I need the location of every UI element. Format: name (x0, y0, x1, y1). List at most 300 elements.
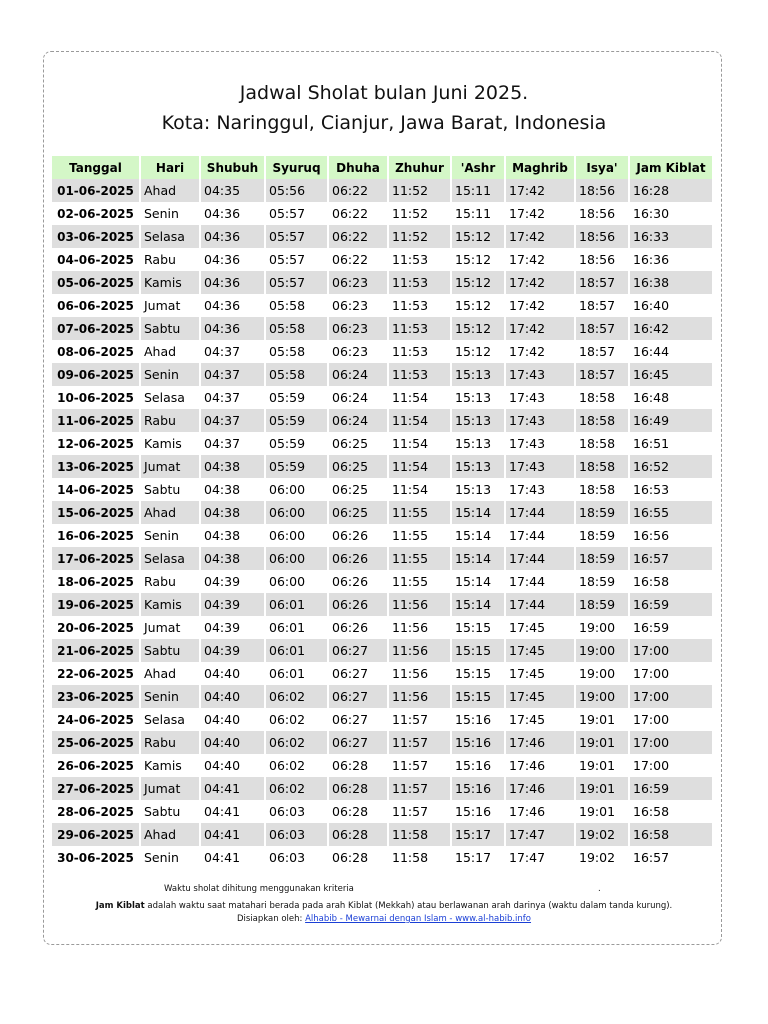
table-cell: 16:59 (629, 593, 713, 616)
table-cell: 19:00 (575, 639, 629, 662)
table-cell: 05:57 (265, 225, 328, 248)
table-cell: 04:36 (200, 202, 265, 225)
table-cell: 11:58 (388, 846, 451, 869)
table-row (52, 685, 713, 708)
table-cell: 17:00 (629, 754, 713, 777)
table-cell: 18:56 (575, 202, 629, 225)
table-cell: 06:02 (265, 731, 328, 754)
column-header: Hari (140, 156, 200, 179)
date-cell: 16-06-2025 (52, 524, 140, 547)
table-cell: Selasa (140, 386, 200, 409)
table-cell: 11:57 (388, 708, 451, 731)
column-header: Dhuha (328, 156, 388, 179)
table-cell: 06:01 (265, 593, 328, 616)
table-cell: 17:00 (629, 685, 713, 708)
table-cell: Jumat (140, 616, 200, 639)
table-cell: 04:40 (200, 708, 265, 731)
table-cell: 06:24 (328, 386, 388, 409)
date-cell: 20-06-2025 (52, 616, 140, 639)
date-cell: 07-06-2025 (52, 317, 140, 340)
table-cell: 04:39 (200, 570, 265, 593)
table-cell: 17:45 (505, 685, 575, 708)
table-row (52, 777, 713, 800)
date-cell: 01-06-2025 (52, 179, 140, 202)
table-cell: 16:49 (629, 409, 713, 432)
table-cell: Ahad (140, 340, 200, 363)
date-cell: 11-06-2025 (52, 409, 140, 432)
table-cell: 15:11 (451, 179, 505, 202)
table-cell: 06:27 (328, 685, 388, 708)
table-cell: 17:46 (505, 777, 575, 800)
table-cell: 04:38 (200, 501, 265, 524)
table-cell: 19:01 (575, 708, 629, 731)
table-cell: Sabtu (140, 317, 200, 340)
table-cell: 06:28 (328, 777, 388, 800)
table-cell: Rabu (140, 570, 200, 593)
table-cell: 04:37 (200, 363, 265, 386)
table-cell: Jumat (140, 294, 200, 317)
table-cell: Jumat (140, 777, 200, 800)
table-cell: 17:44 (505, 547, 575, 570)
table-cell: 11:53 (388, 294, 451, 317)
table-cell: Senin (140, 363, 200, 386)
table-cell: 04:41 (200, 800, 265, 823)
date-cell: 23-06-2025 (52, 685, 140, 708)
table-row (52, 432, 713, 455)
table-cell: 05:56 (265, 179, 328, 202)
table-cell: 19:01 (575, 800, 629, 823)
table-cell: 04:39 (200, 639, 265, 662)
table-cell: 18:56 (575, 179, 629, 202)
table-cell: 11:56 (388, 639, 451, 662)
table-cell: 18:57 (575, 294, 629, 317)
column-header: Maghrib (505, 156, 575, 179)
table-cell: 17:42 (505, 225, 575, 248)
table-cell: 05:58 (265, 317, 328, 340)
table-cell: 19:02 (575, 846, 629, 869)
table-row (52, 547, 713, 570)
table-cell: Senin (140, 524, 200, 547)
table-cell: 06:23 (328, 340, 388, 363)
table-cell: 16:40 (629, 294, 713, 317)
table-cell: 18:57 (575, 271, 629, 294)
column-header: Jam Kiblat (629, 156, 713, 179)
table-cell: 17:46 (505, 731, 575, 754)
table-row (52, 639, 713, 662)
page-subtitle-city: Kota: Naringgul, Cianjur, Jawa Barat, Indonesia (161, 112, 607, 134)
date-cell: 08-06-2025 (52, 340, 140, 363)
table-row (52, 616, 713, 639)
table-cell: 16:44 (629, 340, 713, 363)
date-cell: 04-06-2025 (52, 248, 140, 271)
table-cell: 17:00 (629, 731, 713, 754)
table-cell: 15:15 (451, 685, 505, 708)
table-cell: 11:53 (388, 248, 451, 271)
table-row (52, 731, 713, 754)
table-cell: 06:27 (328, 662, 388, 685)
table-cell: 15:17 (451, 823, 505, 846)
table-cell: 11:56 (388, 662, 451, 685)
date-cell: 19-06-2025 (52, 593, 140, 616)
table-cell: 16:58 (629, 823, 713, 846)
table-cell: 18:57 (575, 340, 629, 363)
table-row (52, 524, 713, 547)
date-cell: 09-06-2025 (52, 363, 140, 386)
table-cell: 17:43 (505, 363, 575, 386)
table-cell: 16:38 (629, 271, 713, 294)
table-cell: 11:53 (388, 271, 451, 294)
table-cell: 15:13 (451, 386, 505, 409)
table-cell: 04:40 (200, 754, 265, 777)
table-cell: 06:22 (328, 225, 388, 248)
table-cell: 06:25 (328, 478, 388, 501)
footer-kiblat-term: Jam Kiblat (95, 901, 145, 911)
table-cell: 18:58 (575, 432, 629, 455)
table-cell: 06:28 (328, 754, 388, 777)
table-body (52, 179, 713, 869)
date-cell: 13-06-2025 (52, 455, 140, 478)
date-cell: 03-06-2025 (52, 225, 140, 248)
table-cell: 19:00 (575, 616, 629, 639)
table-cell: 15:12 (451, 294, 505, 317)
date-cell: 25-06-2025 (52, 731, 140, 754)
table-cell: 17:00 (629, 639, 713, 662)
table-cell: Kamis (140, 593, 200, 616)
table-cell: 17:42 (505, 317, 575, 340)
table-cell: 11:56 (388, 616, 451, 639)
column-header: 'Ashr (451, 156, 505, 179)
table-cell: 17:43 (505, 478, 575, 501)
table-cell: 05:58 (265, 363, 328, 386)
table-cell: Ahad (140, 179, 200, 202)
table-cell: 06:24 (328, 409, 388, 432)
table-cell: 06:22 (328, 202, 388, 225)
table-cell: 17:43 (505, 455, 575, 478)
date-cell: 02-06-2025 (52, 202, 140, 225)
table-cell: 15:13 (451, 432, 505, 455)
table-cell: 05:59 (265, 409, 328, 432)
table-row (52, 823, 713, 846)
table-cell: 15:16 (451, 754, 505, 777)
date-cell: 27-06-2025 (52, 777, 140, 800)
table-cell: 19:01 (575, 777, 629, 800)
table-cell: 06:26 (328, 616, 388, 639)
prayer-schedule-table (52, 156, 714, 869)
table-cell: 17:42 (505, 179, 575, 202)
table-cell: 19:02 (575, 823, 629, 846)
table-cell: 11:57 (388, 731, 451, 754)
table-cell: Selasa (140, 708, 200, 731)
table-cell: 06:01 (265, 662, 328, 685)
table-cell: 11:54 (388, 478, 451, 501)
table-cell: 18:59 (575, 524, 629, 547)
table-cell: 06:26 (328, 593, 388, 616)
table-row (52, 754, 713, 777)
table-row (52, 225, 713, 248)
table-cell: 17:46 (505, 754, 575, 777)
table-cell: 15:16 (451, 731, 505, 754)
date-cell: 18-06-2025 (52, 570, 140, 593)
table-cell: 04:38 (200, 547, 265, 570)
table-cell: 16:33 (629, 225, 713, 248)
table-cell: Selasa (140, 547, 200, 570)
footer-source-link[interactable]: Alhabib - Mewarnai dengan Islam - www.al-habib.info (305, 914, 532, 924)
table-cell: 05:58 (265, 294, 328, 317)
table-cell: 16:48 (629, 386, 713, 409)
table-row (52, 179, 713, 202)
table-cell: 06:00 (265, 478, 328, 501)
page-title: Jadwal Sholat bulan Juni 2025. (239, 82, 529, 104)
column-header: Shubuh (200, 156, 265, 179)
table-cell: 16:59 (629, 616, 713, 639)
table-cell: 18:57 (575, 317, 629, 340)
table-cell: 17:43 (505, 386, 575, 409)
table-cell: 11:55 (388, 547, 451, 570)
date-cell: 24-06-2025 (52, 708, 140, 731)
table-header-row (52, 156, 713, 179)
table-cell: Kamis (140, 271, 200, 294)
table-cell: 15:14 (451, 570, 505, 593)
table-cell: 04:37 (200, 386, 265, 409)
table-cell: 18:59 (575, 547, 629, 570)
table-cell: 06:25 (328, 432, 388, 455)
table-cell: 17:47 (505, 846, 575, 869)
footer-criteria-text: Waktu sholat dihitung menggunakan kriteria (164, 884, 354, 894)
table-cell: 04:36 (200, 248, 265, 271)
table-cell: 06:23 (328, 294, 388, 317)
table-cell: Ahad (140, 662, 200, 685)
table-cell: 11:53 (388, 363, 451, 386)
table-cell: 16:59 (629, 777, 713, 800)
footer-kiblat-note (0, 901, 768, 911)
table-cell: 15:16 (451, 708, 505, 731)
date-cell: 06-06-2025 (52, 294, 140, 317)
table-row (52, 409, 713, 432)
table-cell: 06:25 (328, 455, 388, 478)
table-cell: 15:15 (451, 616, 505, 639)
table-cell: 17:43 (505, 409, 575, 432)
table-cell: Kamis (140, 754, 200, 777)
table-cell: 04:37 (200, 340, 265, 363)
table-cell: Rabu (140, 248, 200, 271)
table-cell: 11:57 (388, 754, 451, 777)
table-cell: 19:01 (575, 731, 629, 754)
table-row (52, 846, 713, 869)
table-cell: 04:39 (200, 616, 265, 639)
table-cell: 04:36 (200, 225, 265, 248)
table-cell: Senin (140, 202, 200, 225)
date-cell: 26-06-2025 (52, 754, 140, 777)
table-cell: 17:42 (505, 271, 575, 294)
table-row (52, 455, 713, 478)
table-cell: 17:00 (629, 708, 713, 731)
table-cell: 06:00 (265, 570, 328, 593)
table-cell: 06:00 (265, 547, 328, 570)
table-cell: 18:58 (575, 386, 629, 409)
table-cell: 06:03 (265, 846, 328, 869)
table-row (52, 271, 713, 294)
table-cell: 04:40 (200, 731, 265, 754)
table-cell: 06:26 (328, 524, 388, 547)
table-cell: 11:57 (388, 777, 451, 800)
table-cell: 18:59 (575, 501, 629, 524)
table-cell: 11:54 (388, 455, 451, 478)
table-cell: 11:58 (388, 823, 451, 846)
table-cell: 04:38 (200, 455, 265, 478)
table-cell: 05:57 (265, 271, 328, 294)
table-cell: 16:28 (629, 179, 713, 202)
table-cell: 05:57 (265, 248, 328, 271)
table-cell: 17:42 (505, 340, 575, 363)
table-cell: 16:56 (629, 524, 713, 547)
table-cell: 15:12 (451, 340, 505, 363)
table-cell: 06:00 (265, 524, 328, 547)
table-cell: 17:42 (505, 202, 575, 225)
table-cell: 17:00 (629, 662, 713, 685)
footer-prepared-by (0, 914, 768, 924)
table-cell: 06:03 (265, 823, 328, 846)
table-row (52, 708, 713, 731)
table-cell: 11:57 (388, 800, 451, 823)
table-cell: 18:58 (575, 455, 629, 478)
table-cell: 11:55 (388, 570, 451, 593)
table-cell: 04:38 (200, 524, 265, 547)
table-cell: 18:56 (575, 248, 629, 271)
table-cell: 17:43 (505, 432, 575, 455)
table-cell: 06:23 (328, 271, 388, 294)
table-cell: 16:58 (629, 800, 713, 823)
table-cell: 18:59 (575, 570, 629, 593)
table-cell: 04:40 (200, 685, 265, 708)
table-cell: 04:41 (200, 823, 265, 846)
table-row (52, 363, 713, 386)
table-cell: 06:22 (328, 179, 388, 202)
table-cell: 16:57 (629, 547, 713, 570)
table-cell: 17:42 (505, 248, 575, 271)
table-cell: 16:52 (629, 455, 713, 478)
table-cell: 06:26 (328, 570, 388, 593)
table-cell: 15:12 (451, 225, 505, 248)
table-cell: 04:37 (200, 409, 265, 432)
table-cell: 17:45 (505, 708, 575, 731)
table-cell: 06:02 (265, 708, 328, 731)
table-cell: 06:22 (328, 248, 388, 271)
date-cell: 30-06-2025 (52, 846, 140, 869)
table-cell: Sabtu (140, 800, 200, 823)
table-cell: 11:54 (388, 386, 451, 409)
table-cell: Kamis (140, 432, 200, 455)
column-header: Zhuhur (388, 156, 451, 179)
table-cell: 17:44 (505, 593, 575, 616)
table-cell: 04:40 (200, 662, 265, 685)
table-cell: Sabtu (140, 478, 200, 501)
table-cell: Rabu (140, 731, 200, 754)
table-cell: 11:56 (388, 593, 451, 616)
table-cell: 18:57 (575, 363, 629, 386)
table-cell: 04:41 (200, 846, 265, 869)
table-cell: 15:14 (451, 593, 505, 616)
table-cell: 15:14 (451, 547, 505, 570)
table-cell: 19:00 (575, 685, 629, 708)
table-cell: 15:13 (451, 455, 505, 478)
table-cell: 16:30 (629, 202, 713, 225)
table-cell: 06:23 (328, 317, 388, 340)
date-cell: 05-06-2025 (52, 271, 140, 294)
table-cell: 17:44 (505, 570, 575, 593)
table-cell: 19:01 (575, 754, 629, 777)
table-cell: 18:56 (575, 225, 629, 248)
table-cell: 06:28 (328, 846, 388, 869)
table-cell: 17:45 (505, 662, 575, 685)
table-cell: 04:36 (200, 317, 265, 340)
table-row (52, 386, 713, 409)
table-cell: 16:36 (629, 248, 713, 271)
table-cell: 15:12 (451, 271, 505, 294)
column-header: Syuruq (265, 156, 328, 179)
table-row (52, 340, 713, 363)
table-cell: 11:55 (388, 501, 451, 524)
table-cell: 15:13 (451, 409, 505, 432)
table-cell: 06:26 (328, 547, 388, 570)
table-cell: 11:56 (388, 685, 451, 708)
table-row (52, 593, 713, 616)
table-cell: 15:16 (451, 777, 505, 800)
table-row (52, 478, 713, 501)
table-cell: 06:24 (328, 363, 388, 386)
table-cell: 15:11 (451, 202, 505, 225)
table-cell: 17:44 (505, 524, 575, 547)
date-cell: 15-06-2025 (52, 501, 140, 524)
table-cell: 06:01 (265, 639, 328, 662)
table-cell: 17:47 (505, 823, 575, 846)
table-cell: 11:54 (388, 409, 451, 432)
table-cell: 11:55 (388, 524, 451, 547)
footer-prepared-label: Disiapkan oleh: (236, 914, 306, 924)
table-cell: 16:58 (629, 570, 713, 593)
table-cell: 11:52 (388, 225, 451, 248)
table-cell: 15:15 (451, 662, 505, 685)
table-cell: 15:14 (451, 501, 505, 524)
table-cell: 19:00 (575, 662, 629, 685)
table-row (52, 202, 713, 225)
table-cell: 06:27 (328, 639, 388, 662)
table-row (52, 248, 713, 271)
table-cell: 04:39 (200, 593, 265, 616)
table-cell: 15:17 (451, 846, 505, 869)
date-cell: 28-06-2025 (52, 800, 140, 823)
table-cell: 15:12 (451, 248, 505, 271)
table-cell: 15:15 (451, 639, 505, 662)
table-row (52, 294, 713, 317)
table-cell: 04:37 (200, 432, 265, 455)
table-cell: 18:58 (575, 409, 629, 432)
table-row (52, 662, 713, 685)
date-cell: 10-06-2025 (52, 386, 140, 409)
table-cell: 04:36 (200, 294, 265, 317)
table-cell: 17:42 (505, 294, 575, 317)
table-cell: Sabtu (140, 639, 200, 662)
table-cell: 05:58 (265, 340, 328, 363)
table-cell: 06:03 (265, 800, 328, 823)
date-cell: 17-06-2025 (52, 547, 140, 570)
table-row (52, 800, 713, 823)
table-cell: 04:35 (200, 179, 265, 202)
table-cell: 16:57 (629, 846, 713, 869)
table-cell: Rabu (140, 409, 200, 432)
table-cell: 06:25 (328, 501, 388, 524)
date-cell: 22-06-2025 (52, 662, 140, 685)
table-cell: 06:02 (265, 754, 328, 777)
